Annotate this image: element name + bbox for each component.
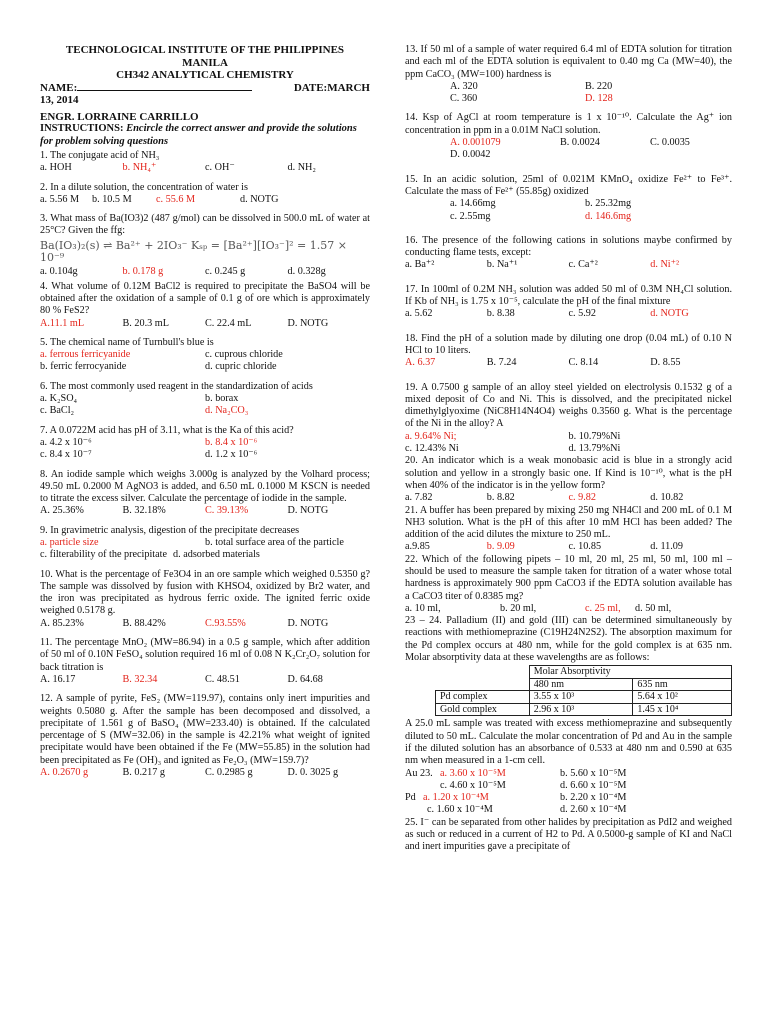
question-text: 16. The presence of the following cations in solutions maybe confirmed by conducting flame tests, except: (405, 234, 732, 259)
option-b[interactable]: b. Na⁺¹ (486, 259, 518, 271)
option-c[interactable]: C. 0.2985 g (205, 767, 253, 779)
option-a[interactable]: a. Ba⁺² (405, 259, 435, 271)
right-column (405, 44, 732, 854)
option-d[interactable]: d. 50 ml, (635, 602, 672, 614)
option-a[interactable]: a. 5.56 M (40, 193, 80, 205)
option-c[interactable]: c. BaCl₂ (40, 405, 75, 417)
pd-label: Pd (405, 792, 416, 804)
option-a-answer[interactable]: a. 3.60 x 10⁻⁵M (440, 767, 506, 779)
option-c[interactable]: c. 12.43% Ni (405, 443, 459, 455)
question-text: 4. What volume of 0.12M BaCl2 is required to precipitate the BaSO4 will be obtained after the oxidation of a sample of 0.1 g of ore which is approximately 80 % FeS2? (40, 280, 370, 317)
option-d[interactable]: d. 1.2 x 10⁻⁶ (205, 449, 258, 461)
options (40, 449, 370, 461)
pd-options (405, 804, 732, 816)
option-a[interactable]: A. 25.36% (40, 505, 84, 517)
option-d[interactable]: D. NOTG (287, 505, 329, 517)
option-c-answer[interactable]: C.93.55% (205, 617, 246, 629)
exam-header (40, 44, 370, 82)
table-row (436, 703, 732, 716)
option-a[interactable]: A. 85.23% (40, 617, 84, 629)
question-11 (40, 637, 370, 686)
option-a-answer[interactable]: A. 0.001079 (450, 137, 501, 149)
option-c[interactable]: c. 2.55mg (450, 210, 491, 222)
question-6 (40, 381, 370, 418)
option-b[interactable]: b. 10.5 M (92, 193, 132, 205)
option-b[interactable]: b. total surface area of the particle (205, 537, 344, 548)
option-b[interactable]: B. 7.24 (486, 357, 517, 369)
question-text: 17. In 100ml of 0.2M NH₃ solution was added 50 ml of 0.3M NH₄Cl solution. If Kb of NH₃ is 1.75 x 10⁻⁵, calculate the pH of the final mixture (405, 283, 732, 308)
question-14 (405, 112, 732, 161)
option-b[interactable]: b. 5.60 x 10⁻⁵M (560, 767, 627, 779)
options (40, 318, 370, 330)
option-c[interactable]: c. 8.4 x 10⁻⁷ (40, 449, 92, 461)
options (405, 541, 732, 553)
table-row (436, 691, 732, 704)
date-continued: 13, 2014 (40, 93, 79, 106)
option-c[interactable]: C. 48.51 (205, 673, 240, 685)
question-text: 19. A 0.7500 g sample of an alloy steel yielded on electrolysis 0.1532 g of a mixed deposit of Co and Ni. This is dissolved, and the precipitated nickel dimethylglyoxime (NiC8H14N4O4) weighs 0.3560 g. What is the percentage of the Ni in the alloy? A (405, 381, 732, 430)
options (40, 674, 370, 686)
option-c[interactable]: C. 22.4 mL (205, 317, 252, 329)
options (405, 492, 732, 504)
instructions (40, 123, 370, 148)
question-7 (40, 425, 370, 462)
option-c[interactable]: c. 1.60 x 10⁻⁴M (427, 804, 493, 816)
option-b-answer[interactable]: b. 0.178 g (122, 266, 164, 278)
question-19 (405, 382, 732, 456)
option-b-answer[interactable]: b. NH₄⁺ (122, 162, 157, 174)
question-text: 5. The chemical name of Turnbull's blue is (40, 336, 214, 348)
options (405, 211, 732, 223)
option-d[interactable]: d. cupric chloride (205, 361, 277, 373)
option-d[interactable]: d. 10.82 (650, 492, 684, 504)
options (40, 393, 370, 405)
molar-absorptivity-table (435, 665, 732, 716)
option-c-answer[interactable]: c. 9.82 (568, 492, 596, 504)
option-a[interactable]: A. 16.17 (40, 673, 76, 685)
question-18 (405, 333, 732, 370)
options (40, 162, 370, 174)
option-a-answer[interactable]: A. 6.37 (405, 357, 436, 369)
option-d[interactable]: d. adsorbed materials (173, 549, 260, 561)
question-9 (40, 525, 370, 562)
option-d-answer[interactable]: d. 146.6mg (585, 210, 632, 222)
question-text: 23 – 24. Palladium (II) and gold (III) can be determined simultaneously by reactions with methiomeprazine (C19H24N2S2). The absorption maximum for the Pd complex occurs at 480 nm, while for the gold complex is at 635 nm. Molar absorptivity data at these wavelengths are as follows: (405, 615, 732, 664)
option-c[interactable]: c. 4.60 x 10⁻⁵M (440, 779, 506, 791)
option-c-answer[interactable]: C. 39.13% (205, 505, 249, 517)
cell: 5.64 x 10² (633, 691, 732, 704)
options (405, 431, 732, 443)
option-b[interactable]: B. 88.42% (122, 617, 166, 629)
option-a[interactable]: a. K₂SO₄ (40, 393, 78, 405)
option-b[interactable]: b. 10.79%Ni (568, 430, 621, 442)
question-22 (405, 554, 732, 615)
option-d-answer[interactable]: d. Na₂CO₃ (205, 405, 249, 417)
option-d[interactable]: d. 6.60 x 10⁻⁵M (560, 779, 627, 791)
question-21 (405, 505, 732, 554)
option-b[interactable]: B. 0.217 g (122, 767, 165, 779)
option-b[interactable]: b. 2.20 x 10⁻⁴M (560, 792, 627, 804)
option-c[interactable]: C. 0.0035 (650, 137, 690, 149)
instructions-label: INSTRUCTIONS: (40, 123, 124, 135)
options (405, 308, 732, 320)
cell: 1.45 x 10⁴ (633, 703, 732, 716)
option-d[interactable]: D. 8.55 (650, 357, 681, 369)
name-date-line (40, 82, 370, 94)
options (40, 549, 370, 561)
option-c[interactable]: c. Ca⁺² (568, 259, 598, 271)
question-text: 2. In a dilute solution, the concentration of water is (40, 181, 248, 193)
option-b-answer[interactable]: b. 9.09 (486, 541, 515, 553)
question-23-24 (405, 615, 732, 817)
options (40, 618, 370, 630)
options (40, 437, 370, 449)
au-label: Au 23. (405, 767, 433, 779)
option-b-answer[interactable]: B. 32.34 (122, 673, 158, 685)
options (405, 603, 732, 615)
option-c[interactable]: c. OH⁻ (205, 162, 235, 174)
option-b[interactable]: B. 32.18% (122, 505, 166, 517)
instructor-name: ENGR. LORRAINE CARRILLO (40, 111, 199, 124)
left-column (40, 44, 370, 779)
question-13 (405, 44, 732, 105)
cell: 2.96 x 10³ (529, 703, 633, 716)
option-a-answer[interactable]: a. 9.64% Ni; (405, 430, 457, 442)
options (405, 81, 732, 93)
row-label: Pd complex (436, 691, 530, 704)
options (405, 93, 732, 105)
options (405, 259, 732, 271)
option-d[interactable]: d. 13.79%Ni (568, 443, 621, 455)
options (405, 357, 732, 369)
options (405, 137, 732, 149)
option-b[interactable]: b. 25.32mg (585, 198, 632, 210)
question-12 (40, 693, 370, 779)
question-text: 9. In gravimetric analysis, digestion of the precipitate decreases (40, 524, 300, 536)
question-text: 1. The conjugate acid of NH₃ (40, 149, 160, 161)
question-3 (40, 213, 370, 278)
option-c[interactable]: c. cuprous chloride (205, 349, 283, 361)
options (40, 194, 370, 206)
question-2 (40, 182, 370, 207)
option-a[interactable]: a. 14.66mg (450, 198, 496, 210)
city-name: MANILA (182, 56, 228, 69)
options (405, 198, 732, 210)
option-a-answer[interactable]: a. 1.20 x 10⁻⁴M (423, 792, 489, 804)
question-text: 20. An indicator which is a weak monobasic acid is blue in a strongly acid solution and yellow in a strongly basic one. If Kind is 10⁻¹⁰, what is the pH when 40% of the indicator is in the yellow form? (405, 455, 732, 491)
question-20 (405, 455, 732, 504)
options (40, 505, 370, 517)
question-text: 6. The most commonly used reagent in the standardization of acids (40, 380, 313, 392)
option-c[interactable]: C. 8.14 (568, 357, 599, 369)
option-b-answer[interactable]: b. 8.4 x 10⁻⁶ (205, 436, 258, 448)
question-text: 18. Find the pH of a solution made by diluting one drop (0.04 mL) of 0.10 N HCl to 10 liters. (405, 332, 732, 356)
option-a-answer[interactable]: a. particle size (40, 537, 99, 548)
options (40, 767, 370, 779)
option-d[interactable]: D. NOTG (287, 317, 329, 329)
question-25 (405, 817, 732, 854)
option-d[interactable]: D. 0. 3025 g (287, 767, 339, 779)
option-d[interactable]: D. 64.68 (287, 673, 323, 685)
option-d-answer[interactable]: D. 128 (585, 93, 613, 105)
instructions-text: Encircle the correct answer and provide the solutions for problem solving questions (40, 123, 357, 147)
question-text: 14. Ksp of AgCl at room temperature is 1 x 10⁻¹⁰. Calculate the Ag⁺ ion concentration in ppm in a 0.01M NaCl solution. (405, 112, 732, 136)
question-5 (40, 337, 370, 374)
option-b[interactable]: b. ferric ferrocyanide (40, 361, 127, 373)
row-label: Gold complex (436, 703, 530, 716)
table-col-480: 480 nm (529, 678, 633, 691)
option-a[interactable]: a.9.85 (405, 541, 430, 553)
option-a[interactable]: a. HOH (40, 162, 72, 174)
au-options (405, 780, 732, 792)
option-a[interactable]: a. 10 ml, (405, 602, 441, 614)
question-text-continued: A 25.0 mL sample was treated with excess methiomeprazine and subsequently diluted to 50 mL. Calculate the molar concentration of Pd and Au in the sample if the diluted solution has an absorbance of 0.533 at 480 nm and 0.590 at 635 nm when measured in a 1-cm cell. (405, 718, 732, 767)
course-title: CH342 ANALYTICAL CHEMISTRY (116, 69, 294, 81)
option-c[interactable]: C. 360 (450, 93, 478, 105)
question-text: 11. The percentage MnO₂ (MW=86.94) in a 0.5 g sample, which after addition of 50 ml of 0.10N FeSO₄ solution required 16 ml of 0.08 N K₂Cr₂O₇ solution for back titration is (40, 637, 370, 673)
option-a-answer[interactable]: a. ferrous ferricyanide (40, 349, 131, 361)
option-d-answer[interactable]: d. NOTG (650, 308, 689, 320)
cell: 3.55 x 10³ (529, 691, 633, 704)
ksp-equation: Ba(IO₃)₂(s) ⇌ Ba²⁺ + 2IO₃⁻ Kₛₚ = [Ba²⁺][IO₃⁻]² = 1.57 × 10⁻⁹ (40, 238, 347, 265)
option-a-answer[interactable]: A.11.1 mL (40, 317, 85, 329)
option-c-answer[interactable]: c. 55.6 M (156, 193, 196, 205)
table-col-635: 635 nm (633, 678, 732, 691)
option-b[interactable]: b. borax (205, 393, 239, 405)
option-b[interactable]: B. 0.0024 (560, 137, 600, 149)
options (40, 537, 370, 549)
option-d-answer[interactable]: d. Ni⁺² (650, 259, 680, 271)
question-16 (405, 235, 732, 272)
option-d[interactable]: d. NH₂ (287, 162, 316, 174)
option-d[interactable]: D. NOTG (287, 617, 329, 629)
option-d[interactable]: d. NOTG (240, 193, 279, 205)
question-text: 15. In an acidic solution, 25ml of 0.021M KMnO₄ oxidize Fe²⁺ to Fe³⁺. Calculate the mass of Fe²⁺ (55.85g) oxidized (405, 173, 732, 197)
option-d[interactable]: d. 11.09 (650, 541, 683, 553)
option-d[interactable]: d. 0.328g (287, 266, 326, 278)
option-a-answer[interactable]: A. 0.2670 g (40, 767, 89, 779)
name-label: NAME: (40, 81, 78, 94)
option-b[interactable]: b. 8.38 (486, 308, 515, 320)
question-text: 7. A 0.0722M acid has pH of 3.11, what is the Ka of this acid? (40, 424, 294, 436)
option-d[interactable]: D. 0.0042 (450, 149, 491, 161)
question-15 (405, 174, 732, 223)
options (40, 361, 370, 373)
institute-name: TECHNOLOGICAL INSTITUTE OF THE PHILIPPINES (65, 44, 345, 56)
option-c[interactable]: c. 5.92 (568, 308, 596, 320)
question-8 (40, 469, 370, 518)
pd-options (405, 792, 732, 804)
question-17 (405, 284, 732, 321)
question-text: 8. An iodide sample which weighs 3.000g is analyzed by the Volhard process; 49.50 mL 0.2000 M AgNO3 is added, and 6.50 mL 0.1000 M KSCN is needed to titrate the excess silver. Calculate the percentage of iodide in the sample. (40, 468, 370, 505)
question-text: 22. Which of the following pipets – 10 ml, 20 ml, 25 ml, 50 ml, 100 ml – should be used to measure the sample taken for titration of a water whose total hardness is approximately 900 ppm CaCO3 if the EDTA solution available has a CaCO3 titer of 0.8385 mg? (405, 553, 732, 602)
option-a[interactable]: a. 0.104g (40, 266, 78, 278)
option-b[interactable]: B. 20.3 mL (122, 317, 169, 329)
option-c[interactable]: c. filterability of the precipitate (40, 549, 168, 561)
question-text: 3. What mass of Ba(IO3)2 (487 g/mol) can be dissolved in 500.0 mL of water at 25°C? Given the ffg: (40, 213, 370, 237)
options (40, 349, 370, 361)
option-c[interactable]: c. 0.245 g (205, 266, 246, 278)
table-header: Molar Absorptivity (529, 666, 731, 679)
question-text: 13. If 50 ml of a sample of water required 6.4 ml of EDTA solution for titration and each ml of the EDTA solution is equivalent to 0.40 mg Ca (MW=40), the ppm CaCO₃ (MW=100) hardness is (405, 44, 732, 80)
option-a[interactable]: a. 7.82 (405, 492, 433, 504)
option-c-answer[interactable]: c. 25 ml, (585, 602, 621, 614)
options (40, 266, 370, 278)
option-b[interactable]: B. 220 (585, 80, 613, 92)
option-d[interactable]: d. 2.60 x 10⁻⁴M (560, 804, 627, 816)
option-a[interactable]: a. 5.62 (405, 308, 433, 320)
question-text: 21. A buffer has been prepared by mixing 250 mg NH4Cl and 200 mL of 0.1 M NH3 solution. What is the pH of this after 10 mM HCl has been added? The addition of the acid dilutes the mixture to 250 mL. (405, 504, 732, 541)
question-10 (40, 569, 370, 630)
question-text: 12. A sample of pyrite, FeS₂ (MW=119.97), contains only inert impurities and weights 0.5080 g. After the sample has been decomposed and dissolved, a precipitate of 1.561 g of BaSO₄ (MW=233.40) is obtained. If the calculated percentage of S (MW=32.06) in the sample is 42.21% what weight of ignited precipitate would have been obtained if the Fe (MW=55.85) in the solution had been precipitated as Fe (OH)₃ and ignited as Fe₂O₃ (MW=159.7)? (40, 693, 370, 766)
options (405, 443, 732, 455)
question-4 (40, 281, 370, 330)
question-text: 10. What is the percentage of Fe3O4 in an ore sample which weighed 0.5350 g? The sample was dissolved by fusion with KHSO4, oxidized by Br2 water, and the iron was precipitated as hydrous ferric oxide. The ignited ferric oxide weighed 0.5178 g. (40, 568, 370, 617)
options (405, 149, 732, 161)
question-text: 25. I⁻ can be separated from other halides by precipitation as PdI2 and weighed as such or reduced in a current of H2 to Pd. A 0.5000-g sample of KI and NaCl and inert impurities gave a precipitate of (405, 816, 732, 853)
option-c[interactable]: c. 10.85 (568, 541, 602, 553)
au-options (405, 768, 732, 780)
option-b[interactable]: b. 8.82 (486, 492, 515, 504)
date-label: DATE:MARCH (293, 81, 370, 94)
option-b[interactable]: b. 20 ml, (500, 602, 537, 614)
options (40, 405, 370, 417)
option-a[interactable]: a. 4.2 x 10⁻⁶ (40, 436, 92, 448)
question-1 (40, 150, 370, 175)
option-a[interactable]: A. 320 (450, 80, 478, 92)
